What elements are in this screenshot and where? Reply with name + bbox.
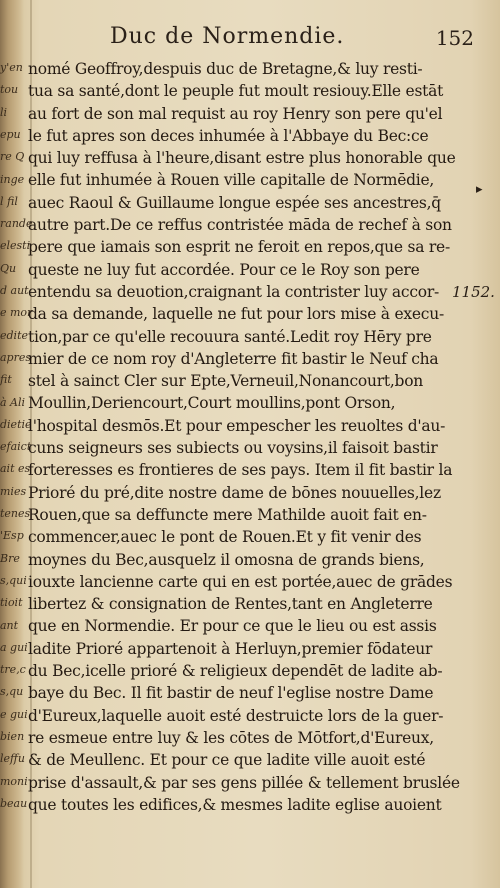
margin-note-year: 1152. <box>452 283 495 301</box>
gutter-fragment: s,qui <box>0 573 27 587</box>
text-line: iouxte lancienne carte qui en est portée,auec de grādes <box>28 572 453 591</box>
gutter-fragment: inge <box>0 172 25 186</box>
page-number: 152 <box>435 26 474 50</box>
text-line: queste ne luy fut accordée. Pour ce le Roy son pere <box>28 260 420 279</box>
gutter-fragment: tioit <box>0 596 23 610</box>
gutter-fragment: beau <box>0 796 28 810</box>
text-line: stel à sainct Cler sur Epte,Verneuil,Nonancourt,bon <box>28 372 424 391</box>
gutter-fragment: e gui <box>0 707 28 721</box>
gutter-fragment: Qu <box>0 261 17 275</box>
margin-mark-icon: ▸ <box>476 182 483 197</box>
text-line: Rouen,que sa deffuncte mere Mathilde auoit fait en- <box>28 505 427 524</box>
text-line: ladite Prioré appartenoit à Herluyn,premier fōdateur <box>28 639 433 658</box>
gutter-fragment: re Q <box>0 150 25 164</box>
previous-page-gutter <box>0 0 33 888</box>
gutter-fragment: tre,c <box>0 663 26 677</box>
gutter-fragment: apres <box>0 350 32 364</box>
text-line: l'hospital desmōs.Et pour empescher les reuoltes d'au- <box>28 416 446 435</box>
text-line: da sa demande, laquelle ne fut pour lors mise à execu- <box>28 305 444 324</box>
text-line: forteresses es frontieres de ses pays. Item il fit bastir la <box>28 461 453 480</box>
text-line: nomé Geoffroy,despuis duc de Bretagne,& luy resti- <box>28 60 423 78</box>
gutter-fragment: 'Esp <box>0 529 24 543</box>
text-line: que en Normendie. Er pour ce que le lieu ou est assis <box>28 617 437 636</box>
text-line: re esmeue entre luy & les cōtes de Mōtfort,d'Eureux, <box>28 728 434 747</box>
text-line: tua sa santé,dont le peuple fut moult resiouy.Elle estāt <box>28 82 444 101</box>
gutter-fragment: ait es <box>0 462 31 476</box>
gutter-fragment: moni <box>0 774 28 788</box>
text-line: & de Meullenc. Et pour ce que ladite ville auoit esté <box>28 751 426 770</box>
gutter-fragment: Bre <box>0 551 20 565</box>
text-line: moynes du Bec,ausquelz il omosna de grands biens, <box>28 550 425 569</box>
gutter-fragment: elesti <box>0 239 31 253</box>
text-line: libertez & consignation de Rentes,tant en Angleterre <box>28 595 433 614</box>
body-text <box>28 58 460 816</box>
gutter-fragment: y'en <box>0 61 23 74</box>
running-title: Duc de Normendie. <box>110 24 345 49</box>
text-line: mier de ce nom roy d'Angleterre fit bastir le Neuf cha <box>28 349 439 368</box>
text-line: prise d'assault,& par ses gens pillée & tellement bruslée <box>28 773 460 792</box>
text-line: Moullin,Deriencourt,Court moullins,pont Orson, <box>28 394 396 413</box>
text-line: pere que iamais son esprit ne feroit en repos,que sa re- <box>28 238 450 257</box>
text-line: tion,par ce qu'elle recouura santé.Ledit roy Hēry pre <box>28 327 432 346</box>
text-line: commencer,auec le pont de Rouen.Et y fit venir des <box>28 528 422 547</box>
gutter-fragment: ant <box>0 618 19 632</box>
text-line: autre part.De ce reffus contristée māda de rechef à son <box>28 216 452 235</box>
text-line: entendu sa deuotion,craignant la contrister luy accor- <box>28 282 440 301</box>
text-line: auec Raoul & Guillaume longue espée ses ancestres,q̄ <box>28 193 441 212</box>
gutter-fragment: leffu <box>0 752 25 766</box>
gutter-fragment: tou <box>0 83 19 97</box>
text-line: du Bec,icelle prioré & religieux dependēt de ladite ab- <box>28 662 443 681</box>
gutter-fragment: mies <box>0 484 27 498</box>
gutter-fragment: epu <box>0 127 21 141</box>
gutter-fragment: s,qu <box>0 685 24 699</box>
gutter-fragment: tenes <box>0 507 31 520</box>
text-line: Prioré du pré,dite nostre dame de bōnes nouuelles,lez <box>28 483 441 502</box>
gutter-fragment: d aut <box>0 284 29 297</box>
gutter-fragment: à Ali <box>0 395 26 409</box>
text-line: d'Eureux,laquelle auoit esté destruicte lors de la guer- <box>28 706 444 725</box>
text-line: au fort de son mal requist au roy Henry son pere qu'el <box>28 104 443 123</box>
text-line: que toutes les edifices,& mesmes ladite eglise auoient <box>28 795 442 814</box>
text-line: le fut apres son deces inhumée à l'Abbaye du Bec:ce <box>28 126 429 145</box>
gutter-fragment: efaict <box>0 440 32 454</box>
gutter-fragment: dietie <box>0 417 32 431</box>
gutter-fragment: edite <box>0 328 28 342</box>
gutter-fragment: l fil <box>0 194 18 208</box>
page-header <box>60 24 474 54</box>
gutter-fragment: a gui <box>0 640 28 654</box>
gutter-fragment: li <box>0 105 8 119</box>
text-line: qui luy reffusa à l'heure,disant estre plus honorable que <box>28 149 456 168</box>
gutter-fragment: e mor <box>0 306 33 320</box>
gutter-fragment: fit <box>0 373 12 387</box>
text-line: elle fut inhumée à Rouen ville capitalle de Normēdie, <box>28 171 435 190</box>
text-line: baye du Bec. Il fit bastir de neuf l'eglise nostre Dame <box>28 684 434 703</box>
gutter-fragment: rande <box>0 217 33 231</box>
text-line: cuns seigneurs ses subiects ou voysins,il faisoit bastir <box>28 439 438 458</box>
gutter-fragment: bien <box>0 730 25 743</box>
